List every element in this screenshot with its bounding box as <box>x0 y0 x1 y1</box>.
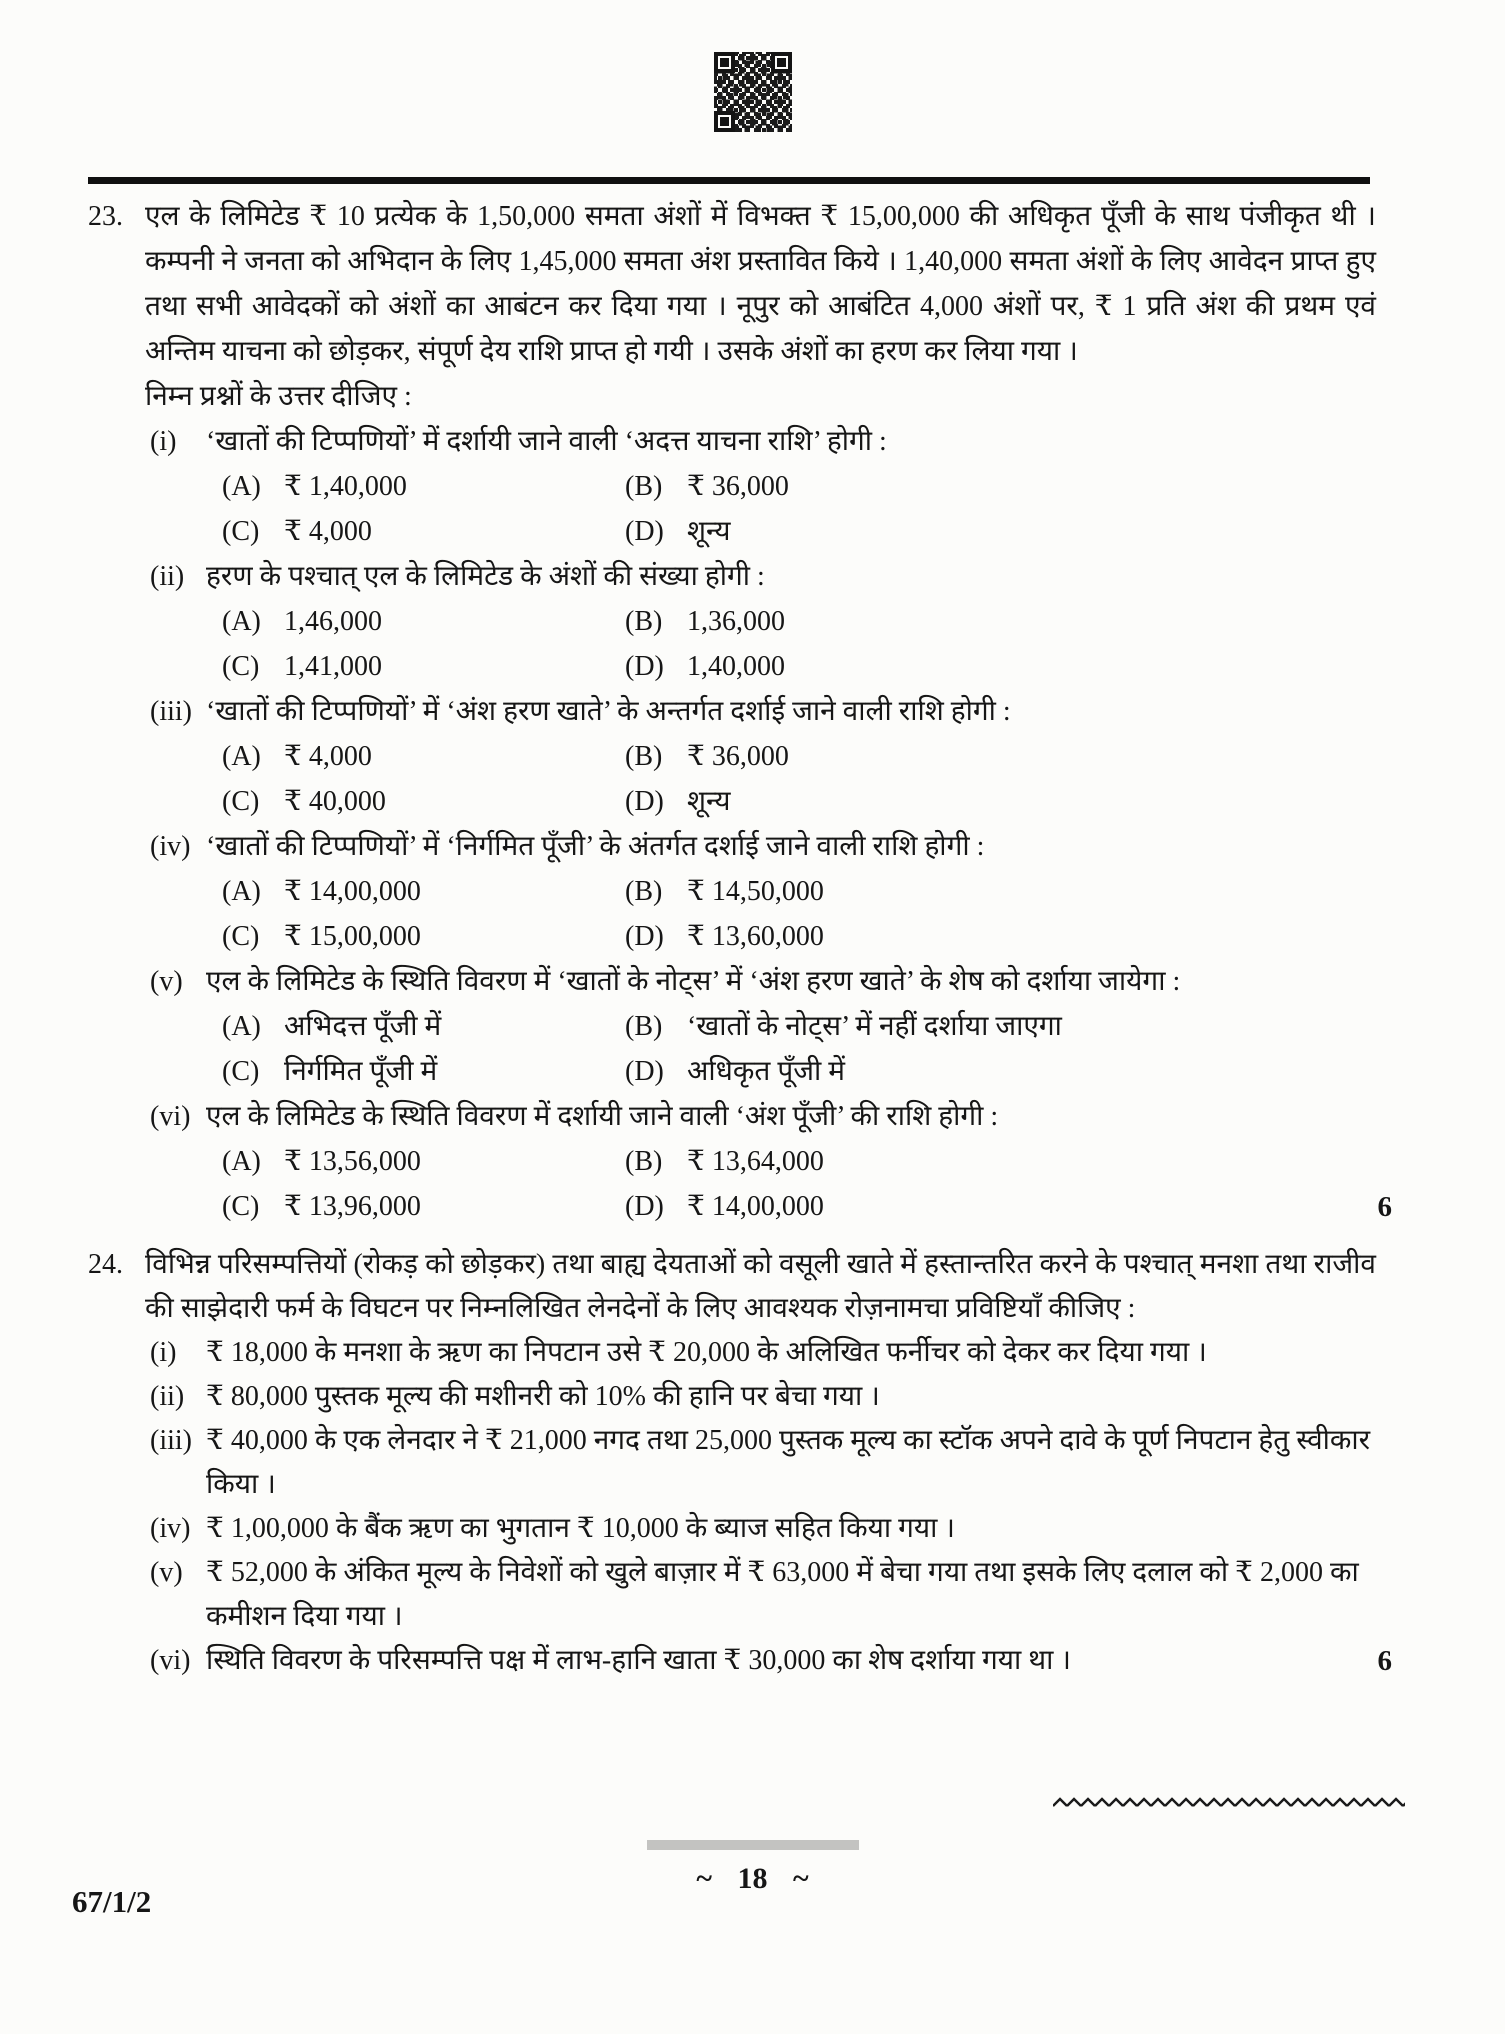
item-text: ₹ 1,00,000 के बैंक ऋण का भुगतान ₹ 10,000 के ब्याज सहित किया गया । <box>206 1513 955 1544</box>
option-letter: (D) <box>625 1056 664 1087</box>
option-text: ₹ 13,64,000 <box>687 1146 824 1177</box>
sub-question-text: एल के लिमिटेड के स्थिति विवरण में ‘खातों के नोट्स’ में ‘अंश हरण खाते’ के शेष को दर्शाया जायेगा : <box>206 966 1181 997</box>
options-group <box>206 464 1380 554</box>
sub-question-text: हरण के पश्चात् एल के लिमिटेड के अंशों की संख्या होगी : <box>206 561 765 592</box>
option-text: 1,36,000 <box>687 606 785 637</box>
option-letter: (A) <box>222 1011 261 1042</box>
sub-question-label: (vi) <box>150 1101 191 1132</box>
page-number: ~ 18 ~ <box>696 1862 809 1895</box>
item-text: ₹ 40,000 के एक लेनदार ने ₹ 21,000 नगद तथा 25,000 पुस्तक मूल्य का स्टॉक अपने दावे के पूर्ण निपटान हेतु स्वीकार किया । <box>206 1425 1371 1500</box>
sub-question-23-vi <box>150 1094 1380 1229</box>
qr-finder-icon <box>714 111 735 132</box>
paper-code: 67/1/2 <box>72 1884 152 1919</box>
sub-question-label: (iii) <box>150 696 192 727</box>
question-23-marks: 6 <box>1377 1191 1392 1223</box>
item-label: (v) <box>150 1557 183 1588</box>
option-text: अधिकृत पूँजी में <box>687 1056 846 1087</box>
option-b <box>625 599 1380 644</box>
option-text: ₹ 14,00,000 <box>687 1191 824 1222</box>
option-c <box>222 644 625 689</box>
option-d <box>625 509 1380 554</box>
option-text: ₹ 4,000 <box>284 516 372 547</box>
option-text: 1,40,000 <box>687 651 785 682</box>
question-23-number: 23. <box>88 201 123 232</box>
option-text: ₹ 15,00,000 <box>284 921 421 952</box>
qr-finder-icon <box>714 52 735 73</box>
option-text: 1,41,000 <box>284 651 382 682</box>
options-group <box>206 599 1380 689</box>
item-24-v <box>150 1551 1380 1639</box>
option-letter: (D) <box>625 786 664 817</box>
qr-finder-icon <box>771 52 792 73</box>
item-24-iii <box>150 1419 1380 1507</box>
option-text: अभिदत्त पूँजी में <box>284 1011 442 1042</box>
item-24-iv <box>150 1507 1380 1551</box>
option-text: शून्य <box>687 516 731 547</box>
sub-question-text: ‘खातों की टिप्पणियों’ में ‘अंश हरण खाते’ के अन्तर्गत दर्शाई जाने वाली राशि होगी : <box>206 696 1011 727</box>
page-number-highlight <box>647 1840 859 1850</box>
item-text: स्थिति विवरण के परिसम्पत्ति पक्ष में लाभ-हानि खाता ₹ 30,000 का शेष दर्शाया गया था । <box>206 1645 1071 1676</box>
options-group <box>206 734 1380 824</box>
option-a <box>222 1004 625 1049</box>
option-text: ₹ 4,000 <box>284 741 372 772</box>
item-label: (vi) <box>150 1645 191 1676</box>
option-c <box>222 914 625 959</box>
question-24-intro: विभिन्न परिसम्पत्तियों (रोकड़ को छोड़कर) तथा बाह्य देयताओं को वसूली खाते में हस्तान्तरित करने के पश्चात् मनशा तथा राजीव की साझेदारी फर्म के विघटन पर निम्नलिखित लेनदेनों के लिए आवश्यक रोज़नामचा प्रविष्टियाँ कीजिए : <box>145 1249 1376 1324</box>
header-divider <box>88 177 1370 184</box>
item-text: ₹ 18,000 के मनशा के ऋण का निपटान उसे ₹ 20,000 के अलिखित फर्नीचर को देकर कर दिया गया । <box>206 1337 1207 1368</box>
item-label: (ii) <box>150 1381 185 1412</box>
option-letter: (B) <box>625 471 663 502</box>
option-d <box>625 644 1380 689</box>
option-letter: (D) <box>625 921 664 952</box>
option-letter: (A) <box>222 471 261 502</box>
question-24-number: 24. <box>88 1249 123 1280</box>
sub-question-label: (ii) <box>150 561 185 592</box>
option-a <box>222 869 625 914</box>
option-letter: (D) <box>625 1191 664 1222</box>
sub-question-23-iv <box>150 824 1380 959</box>
option-letter: (A) <box>222 876 261 907</box>
sub-question-23-ii <box>150 554 1380 689</box>
option-letter: (C) <box>222 786 260 817</box>
option-c <box>222 1184 625 1229</box>
option-b <box>625 464 1380 509</box>
sub-question-label: (iv) <box>150 831 191 862</box>
options-group <box>206 1139 1380 1229</box>
page-content <box>88 194 1392 1683</box>
option-a <box>222 1139 625 1184</box>
option-letter: (C) <box>222 516 260 547</box>
question-24 <box>88 1243 1392 1683</box>
option-text: ₹ 1,40,000 <box>284 471 407 502</box>
option-letter: (A) <box>222 741 261 772</box>
option-letter: (C) <box>222 651 260 682</box>
item-label: (iv) <box>150 1513 191 1544</box>
option-letter: (C) <box>222 921 260 952</box>
option-text: ₹ 14,00,000 <box>284 876 421 907</box>
item-text: ₹ 80,000 पुस्तक मूल्य की मशीनरी को 10% की हानि पर बेचा गया । <box>206 1381 880 1412</box>
sub-question-23-iii <box>150 689 1380 824</box>
sub-question-23-i <box>150 419 1380 554</box>
option-b <box>625 1139 1380 1184</box>
option-d <box>625 914 1380 959</box>
options-group <box>206 869 1380 959</box>
item-text: ₹ 52,000 के अंकित मूल्य के निवेशों को खुले बाज़ार में ₹ 63,000 में बेचा गया तथा इसके लिए दलाल को ₹ 2,000 का कमीशन दिया गया । <box>206 1557 1359 1632</box>
sub-question-23-v <box>150 959 1380 1094</box>
option-d <box>625 1184 1380 1229</box>
option-c <box>222 509 625 554</box>
question-23-intro: एल के लिमिटेड ₹ 10 प्रत्येक के 1,50,000 समता अंशों में विभक्त ₹ 15,00,000 की अधिकृत पूँजी के साथ पंजीकृत थी । कम्पनी ने जनता को अभिदान के लिए 1,45,000 समता अंश प्रस्तावित किये । 1,40,000 समता अंशों के लिए आवेदन प्राप्त हुए तथा सभी आवेदकों को अंशों का आबंटन कर दिया गया । नूपुर को आबंटित 4,000 अंशों पर, ₹ 1 प्रति अंश की प्रथम एवं अन्तिम याचना को छोड़कर, संपूर्ण देय राशि प्राप्त हो गयी । उसके अंशों का हरण कर लिया गया । <box>145 201 1376 367</box>
option-text: शून्य <box>687 786 731 817</box>
item-24-i <box>150 1331 1380 1375</box>
option-letter: (B) <box>625 876 663 907</box>
option-text: ₹ 14,50,000 <box>687 876 824 907</box>
option-text: ₹ 13,56,000 <box>284 1146 421 1177</box>
option-text: ₹ 13,60,000 <box>687 921 824 952</box>
qr-code <box>714 52 792 132</box>
option-letter: (C) <box>222 1056 260 1087</box>
item-label: (i) <box>150 1337 177 1368</box>
item-24-ii <box>150 1375 1380 1419</box>
option-c <box>222 779 625 824</box>
sub-question-text: एल के लिमिटेड के स्थिति विवरण में दर्शायी जाने वाली ‘अंश पूँजी’ की राशि होगी : <box>206 1101 999 1132</box>
option-text: निर्गमित पूँजी में <box>284 1056 438 1087</box>
item-24-vi <box>150 1639 1380 1683</box>
option-d <box>625 779 1380 824</box>
option-letter: (D) <box>625 651 664 682</box>
sub-question-label: (v) <box>150 966 183 997</box>
option-b <box>625 1004 1380 1049</box>
option-letter: (D) <box>625 516 664 547</box>
option-a <box>222 734 625 779</box>
question-23 <box>88 194 1392 1229</box>
option-text: ₹ 36,000 <box>687 741 789 772</box>
option-c <box>222 1049 625 1094</box>
option-text: ‘खातों के नोट्स’ में नहीं दर्शाया जाएगा <box>687 1011 1062 1042</box>
option-text: ₹ 36,000 <box>687 471 789 502</box>
option-text: ₹ 13,96,000 <box>284 1191 421 1222</box>
option-text: ₹ 40,000 <box>284 786 386 817</box>
option-a <box>222 464 625 509</box>
question-24-marks: 6 <box>1377 1645 1392 1677</box>
sub-question-text: ‘खातों की टिप्पणियों’ में ‘निर्गमित पूँजी’ के अंतर्गत दर्शाई जाने वाली राशि होगी : <box>206 831 985 862</box>
option-letter: (B) <box>625 1146 663 1177</box>
option-b <box>625 734 1380 779</box>
option-b <box>625 869 1380 914</box>
option-letter: (B) <box>625 606 663 637</box>
option-letter: (B) <box>625 1011 663 1042</box>
options-group <box>206 1004 1380 1094</box>
option-letter: (A) <box>222 1146 261 1177</box>
item-label: (iii) <box>150 1425 192 1456</box>
sub-question-label: (i) <box>150 426 177 457</box>
question-23-prompt: निम्न प्रश्नों के उत्तर दीजिए : <box>145 381 412 412</box>
option-text: 1,46,000 <box>284 606 382 637</box>
wavy-line-icon <box>1053 1794 1405 1812</box>
option-d <box>625 1049 1380 1094</box>
option-a <box>222 599 625 644</box>
option-letter: (C) <box>222 1191 260 1222</box>
option-letter: (B) <box>625 741 663 772</box>
sub-question-text: ‘खातों की टिप्पणियों’ में दर्शायी जाने वाली ‘अदत्त याचना राशि’ होगी : <box>206 426 887 457</box>
option-letter: (A) <box>222 606 261 637</box>
